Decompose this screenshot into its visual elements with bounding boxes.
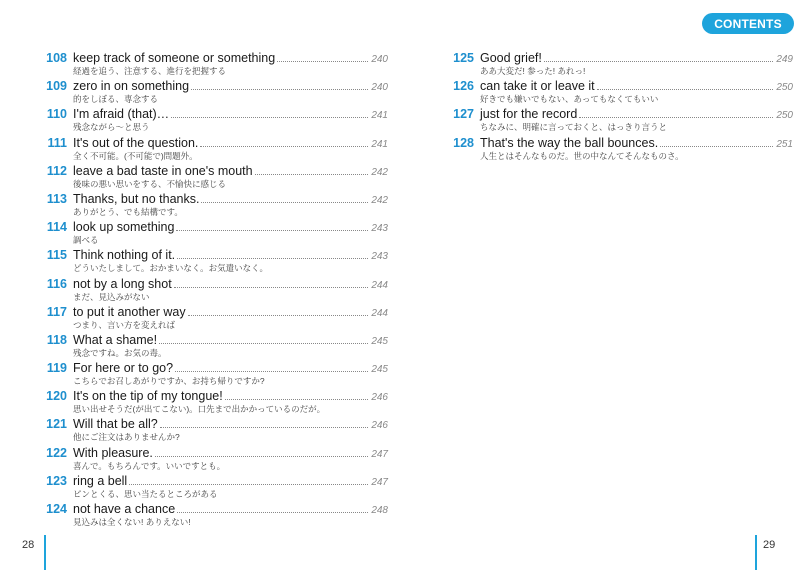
- entry-japanese-gloss: 全く不可能。(不可能で)問題外。: [73, 150, 198, 161]
- toc-entry[interactable]: [442, 78, 793, 106]
- entry-title: ring a bell: [73, 473, 128, 488]
- entry-japanese-gloss: 調べる: [73, 235, 99, 246]
- dot-leader: [191, 89, 368, 90]
- toc-entry[interactable]: [35, 191, 388, 219]
- right-page: [400, 0, 800, 570]
- dot-leader: [597, 89, 774, 90]
- entry-page-number: 251: [776, 138, 793, 150]
- entry-page-number: 244: [371, 279, 388, 291]
- entry-japanese-gloss: ちなみに、明確に言っておくと、はっきり言うと: [480, 122, 668, 133]
- entry-page-number: 247: [371, 448, 388, 460]
- dot-leader: [177, 258, 368, 259]
- entry-title: I'm afraid (that)…: [73, 107, 170, 122]
- dot-leader: [201, 202, 368, 203]
- dot-leader: [544, 61, 773, 62]
- toc-entry[interactable]: [35, 106, 388, 134]
- entry-japanese-gloss: まだ、見込みがない: [73, 291, 150, 302]
- dot-leader: [175, 371, 368, 372]
- entry-number: 109: [46, 79, 67, 94]
- entry-title: Will that be all?: [73, 417, 158, 432]
- entry-japanese-gloss: ああ大変だ! 参った! あれっ!: [480, 66, 586, 76]
- entry-number: 117: [46, 304, 67, 319]
- entry-number: 120: [46, 389, 67, 404]
- entry-title-line: [73, 219, 388, 237]
- entry-japanese-gloss: 思い出せそうだ(が出てこない)。口先まで出かかっているのだが。: [73, 404, 326, 415]
- entry-page-number: 247: [371, 476, 388, 488]
- entry-number: 113: [46, 191, 67, 206]
- toc-entry[interactable]: [35, 276, 388, 304]
- toc-entry[interactable]: [35, 163, 388, 191]
- entry-number: 128: [453, 135, 474, 150]
- entry-number: 111: [47, 135, 67, 150]
- dot-leader: [188, 315, 369, 316]
- entry-page-number: 250: [776, 110, 793, 122]
- entry-japanese-gloss: 後味の悪い思いをする、不愉快に感じる: [73, 178, 227, 189]
- entry-japanese-gloss: 残念ながら〜と思う: [73, 122, 150, 133]
- entry-page-number: 241: [371, 138, 388, 150]
- entry-title: For here or to go?: [73, 361, 174, 376]
- contents-badge: CONTENTS: [702, 13, 794, 34]
- toc-list-left: [35, 50, 388, 529]
- entry-title: keep track of someone or something: [73, 51, 276, 65]
- dot-leader: [200, 146, 368, 147]
- page-edge-rule-right: [755, 535, 757, 570]
- entry-title: It's on the tip of my tongue!: [73, 389, 223, 404]
- entry-number: 116: [46, 276, 67, 291]
- entry-japanese-gloss: 見込みは全くない! ありえない!: [73, 517, 191, 527]
- entry-title: not by a long shot: [73, 276, 172, 291]
- entry-number: 125: [453, 51, 474, 65]
- entry-japanese-gloss: どういたしまして。おかまいなく。お気遣いなく。: [73, 263, 268, 274]
- entry-page-number: 246: [371, 420, 388, 432]
- entry-number: 123: [46, 473, 67, 488]
- entry-number: 126: [453, 79, 474, 94]
- page-edge-rule-left: [44, 535, 46, 570]
- entry-japanese-gloss: つまり、言い方を変えれば: [73, 319, 176, 330]
- entry-page-number: 240: [371, 54, 388, 65]
- toc-entry[interactable]: [35, 247, 388, 275]
- toc-entry[interactable]: [35, 360, 388, 388]
- entry-number: 115: [46, 248, 67, 263]
- entry-japanese-gloss: 他にご注文はありませんか?: [73, 432, 180, 443]
- entry-title: Thanks, but no thanks.: [73, 191, 200, 206]
- entry-japanese-gloss: こちらでお召しあがりですか、お持ち帰りですか?: [73, 376, 265, 387]
- dot-leader: [171, 117, 368, 118]
- entry-title: It's out of the question.: [73, 135, 199, 150]
- toc-entry[interactable]: [35, 416, 388, 444]
- entry-number: 108: [46, 51, 67, 65]
- entry-title: Think nothing of it.: [73, 248, 176, 263]
- toc-entry[interactable]: [442, 50, 793, 78]
- entry-page-number: 240: [371, 82, 388, 94]
- dot-leader: [176, 230, 368, 231]
- dot-leader: [129, 484, 368, 485]
- entry-page-number: 246: [371, 392, 388, 404]
- entry-page-number: 248: [371, 505, 388, 516]
- dot-leader: [255, 174, 369, 175]
- page-number-left: 28: [22, 539, 35, 551]
- entry-number: 118: [46, 332, 67, 347]
- toc-entry[interactable]: [442, 106, 793, 134]
- dot-leader: [155, 456, 368, 457]
- toc-entry[interactable]: [35, 135, 388, 163]
- toc-entry[interactable]: [35, 78, 388, 106]
- entry-page-number: 242: [371, 194, 388, 206]
- dot-leader: [660, 146, 773, 147]
- entry-japanese-gloss: 的をしぼる、専念する: [73, 94, 159, 105]
- entry-page-number: 250: [776, 82, 793, 94]
- entry-number: 121: [46, 417, 67, 432]
- entry-title: look up something: [73, 220, 175, 235]
- dot-leader: [579, 117, 773, 118]
- entry-number: 110: [46, 107, 67, 122]
- dot-leader: [177, 512, 368, 513]
- entry-title: zero in on something: [73, 79, 190, 94]
- entry-page-number: 243: [371, 251, 388, 263]
- entry-page-number: 243: [371, 223, 388, 235]
- dot-leader: [160, 427, 369, 428]
- entry-title: Good grief!: [480, 51, 542, 65]
- toc-entry[interactable]: [35, 50, 388, 78]
- entry-title: just for the record: [480, 107, 578, 122]
- entry-page-number: 241: [371, 110, 388, 122]
- entry-title: not have a chance: [73, 502, 176, 516]
- entry-japanese-gloss: 喜んで。もちろんです。いいですとも。: [73, 460, 226, 471]
- toc-entry[interactable]: [442, 135, 793, 163]
- dot-leader: [174, 287, 369, 288]
- entry-page-number: 242: [371, 166, 388, 178]
- entry-page-number: 249: [776, 54, 793, 65]
- entry-title: With pleasure.: [73, 445, 153, 460]
- toc-entry[interactable]: [35, 473, 388, 501]
- entry-number: 112: [46, 163, 67, 178]
- entry-japanese-gloss: 好きでも嫌いでもない、あってもなくてもいい: [480, 94, 659, 105]
- dot-leader: [277, 61, 368, 62]
- entry-number: 119: [46, 361, 67, 376]
- entry-japanese-gloss: ピンとくる、思い当たるところがある: [73, 488, 218, 499]
- toc-entry[interactable]: [35, 332, 388, 360]
- dot-leader: [225, 399, 369, 400]
- entry-title: leave a bad taste in one's mouth: [73, 163, 253, 178]
- entry-page-number: 244: [371, 307, 388, 319]
- page-number-right: 29: [763, 539, 776, 551]
- entry-title: to put it another way: [73, 304, 186, 319]
- entry-title: can take it or leave it: [480, 79, 595, 94]
- entry-number: 127: [453, 107, 474, 122]
- toc-entry[interactable]: [35, 388, 388, 416]
- entry-japanese-gloss: 人生とはそんなものだ。世の中なんてそんなものさ。: [480, 150, 684, 161]
- entry-japanese-gloss: 残念ですね。お気の毒。: [73, 347, 167, 358]
- entry-title: That's the way the ball bounces.: [480, 135, 659, 150]
- dot-leader: [159, 343, 368, 344]
- toc-entry[interactable]: [35, 445, 388, 473]
- toc-entry[interactable]: [35, 304, 388, 332]
- entry-japanese-gloss: ありがとう、でも結構です。: [73, 206, 183, 217]
- entry-page-number: 245: [371, 335, 388, 347]
- entry-number: 124: [46, 502, 67, 516]
- entry-number: 122: [46, 445, 67, 460]
- entry-page-number: 245: [371, 364, 388, 376]
- entry-title: What a shame!: [73, 332, 158, 347]
- toc-entry[interactable]: [35, 219, 388, 247]
- entry-number: 114: [46, 220, 67, 235]
- toc-list-right: [442, 50, 793, 163]
- toc-entry[interactable]: [35, 501, 388, 529]
- entry-japanese-gloss: 経過を追う、注意する、進行を把握する: [73, 66, 227, 76]
